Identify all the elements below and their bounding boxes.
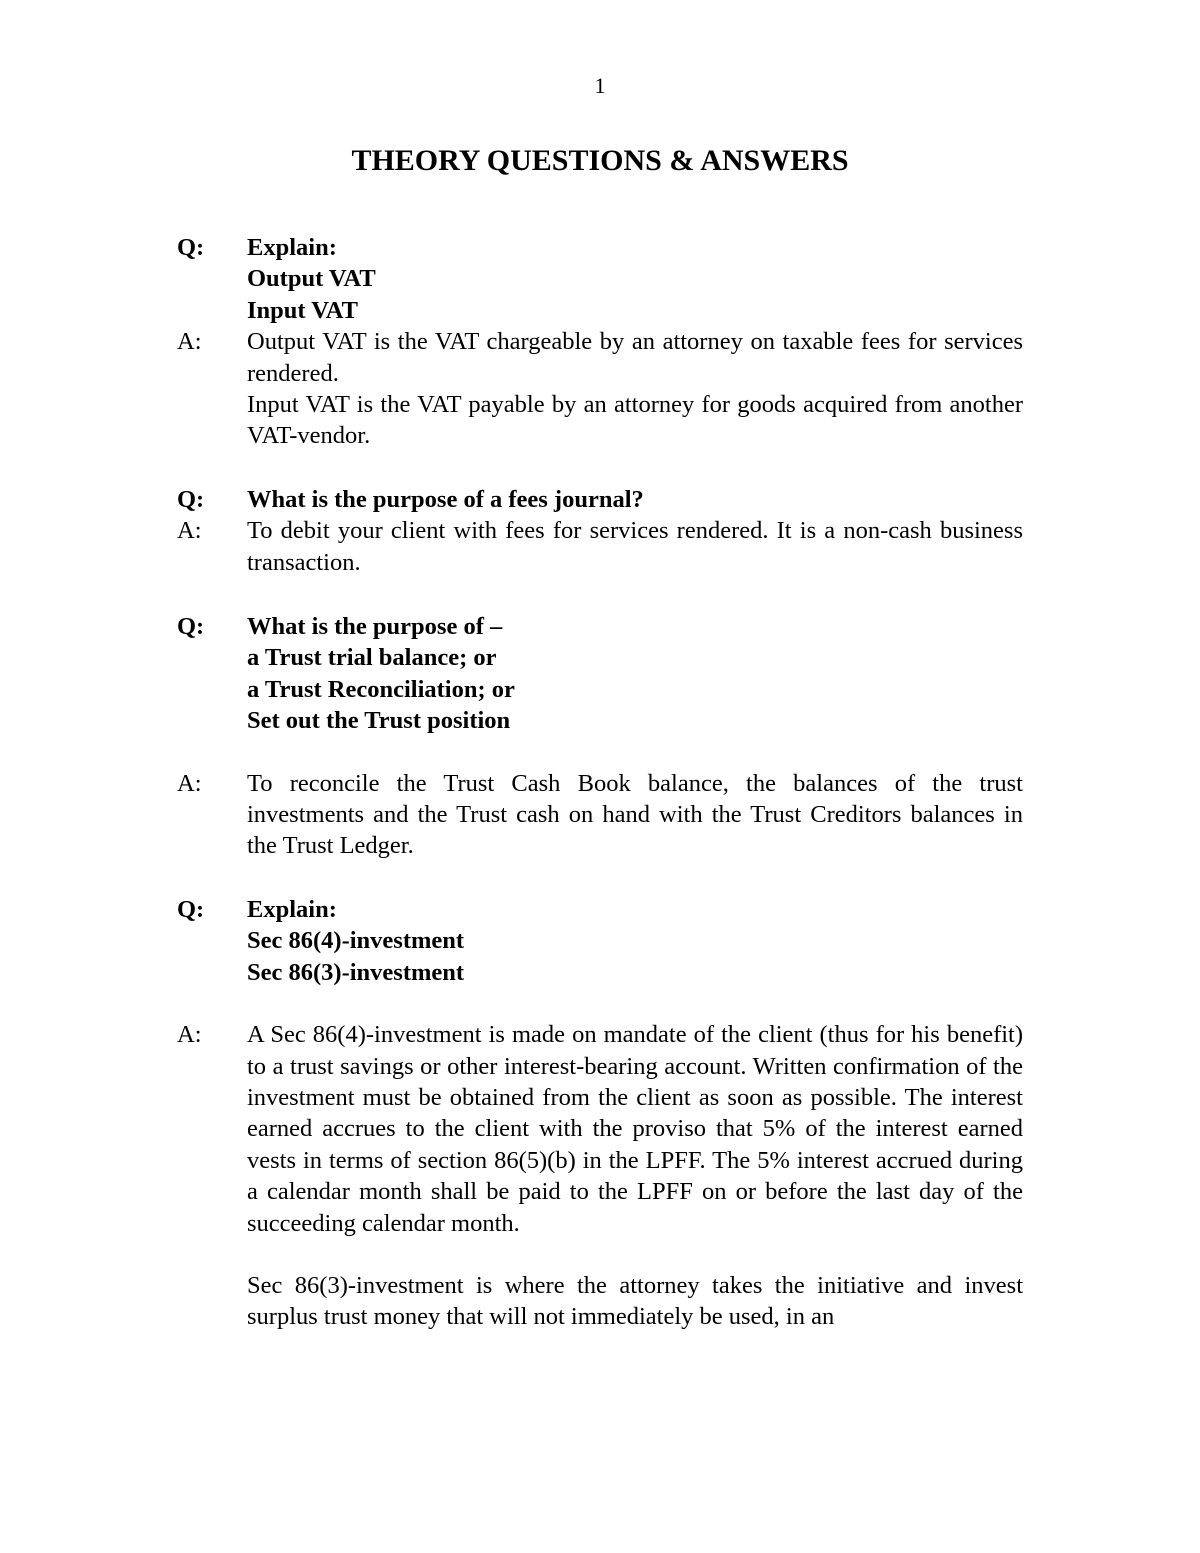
answer-text	[247, 515, 1023, 578]
question-line: Sec 86(4)-investment	[247, 927, 465, 955]
question-line: What is the purpose of a fees journal?	[247, 486, 644, 513]
question-text	[247, 232, 1023, 326]
answer-text	[247, 768, 1023, 862]
answer-paragraph: Output VAT is the VAT chargeable by an attorney on taxable fees for services rendered.	[247, 328, 1023, 387]
qa-block-trust-position	[177, 611, 1023, 862]
qa-block-fees-journal	[177, 484, 1023, 578]
answer	[177, 515, 1023, 578]
question-marker: Q:	[177, 486, 205, 513]
question-line: Sec 86(3)-investment	[247, 958, 465, 986]
question	[177, 894, 1023, 988]
page-number: 1	[594, 73, 606, 98]
answer-marker: A:	[177, 769, 202, 797]
answer	[177, 1019, 1023, 1333]
answer-text	[247, 326, 1023, 452]
answer	[177, 326, 1023, 452]
question-text	[247, 611, 1023, 737]
question-line: Set out the Trust position	[247, 707, 511, 735]
question	[177, 611, 1023, 737]
question-line: a Trust trial balance; or	[247, 644, 497, 672]
answer-paragraph: A Sec 86(4)-investment is made on mandate of the client (thus for his benefit) to a trust savings or other interest-bearing account. Written confirmation of the investment must be obtained from the client as soon as possible. The interest earned accrues to the client with the proviso that 5% of the interest earned vests in terms of section 86(5)(b) in the LPFF. The 5% interest accrued during a calendar month shall be paid to the LPFF on or before the last day of the succeeding calendar month.	[247, 1021, 1023, 1237]
answer-paragraph: Input VAT is the VAT payable by an attorney for goods acquired from another VAT-vendor.	[247, 391, 1023, 450]
question-line: What is the purpose of –	[247, 613, 503, 640]
qa-block-output-input-vat	[177, 232, 1023, 452]
answer-marker: A:	[177, 517, 202, 545]
question-line: Explain:	[247, 896, 337, 923]
question-text	[247, 484, 1023, 515]
qa-block-sec-86-investments	[177, 894, 1023, 1333]
answer-paragraph: To debit your client with fees for services rendered. It is a non-cash business transaction.	[247, 517, 1023, 576]
answer-marker: A:	[177, 1021, 202, 1049]
question-line: Output VAT	[247, 265, 376, 293]
answer-paragraph: To reconcile the Trust Cash Book balance, the balances of the trust investments and the Trust cash on hand with the Trust Creditors balances in the Trust Ledger.	[247, 769, 1023, 860]
question	[177, 484, 1023, 515]
question-marker: Q:	[177, 896, 205, 923]
question-text	[247, 894, 1023, 988]
question-line: a Trust Reconciliation; or	[247, 675, 515, 703]
answer-marker: A:	[177, 328, 202, 356]
answer-text	[247, 1019, 1023, 1333]
answer-paragraph: Sec 86(3)-investment is where the attorney takes the initiative and invest surplus trust money that will not immediately be used, in an	[247, 1272, 1023, 1331]
question-marker: Q:	[177, 234, 205, 261]
answer	[177, 768, 1023, 862]
question-line: Explain:	[247, 234, 337, 261]
page-title: THEORY QUESTIONS & ANSWERS	[351, 144, 849, 177]
question-line: Input VAT	[247, 296, 359, 324]
question	[177, 232, 1023, 326]
question-marker: Q:	[177, 613, 205, 640]
